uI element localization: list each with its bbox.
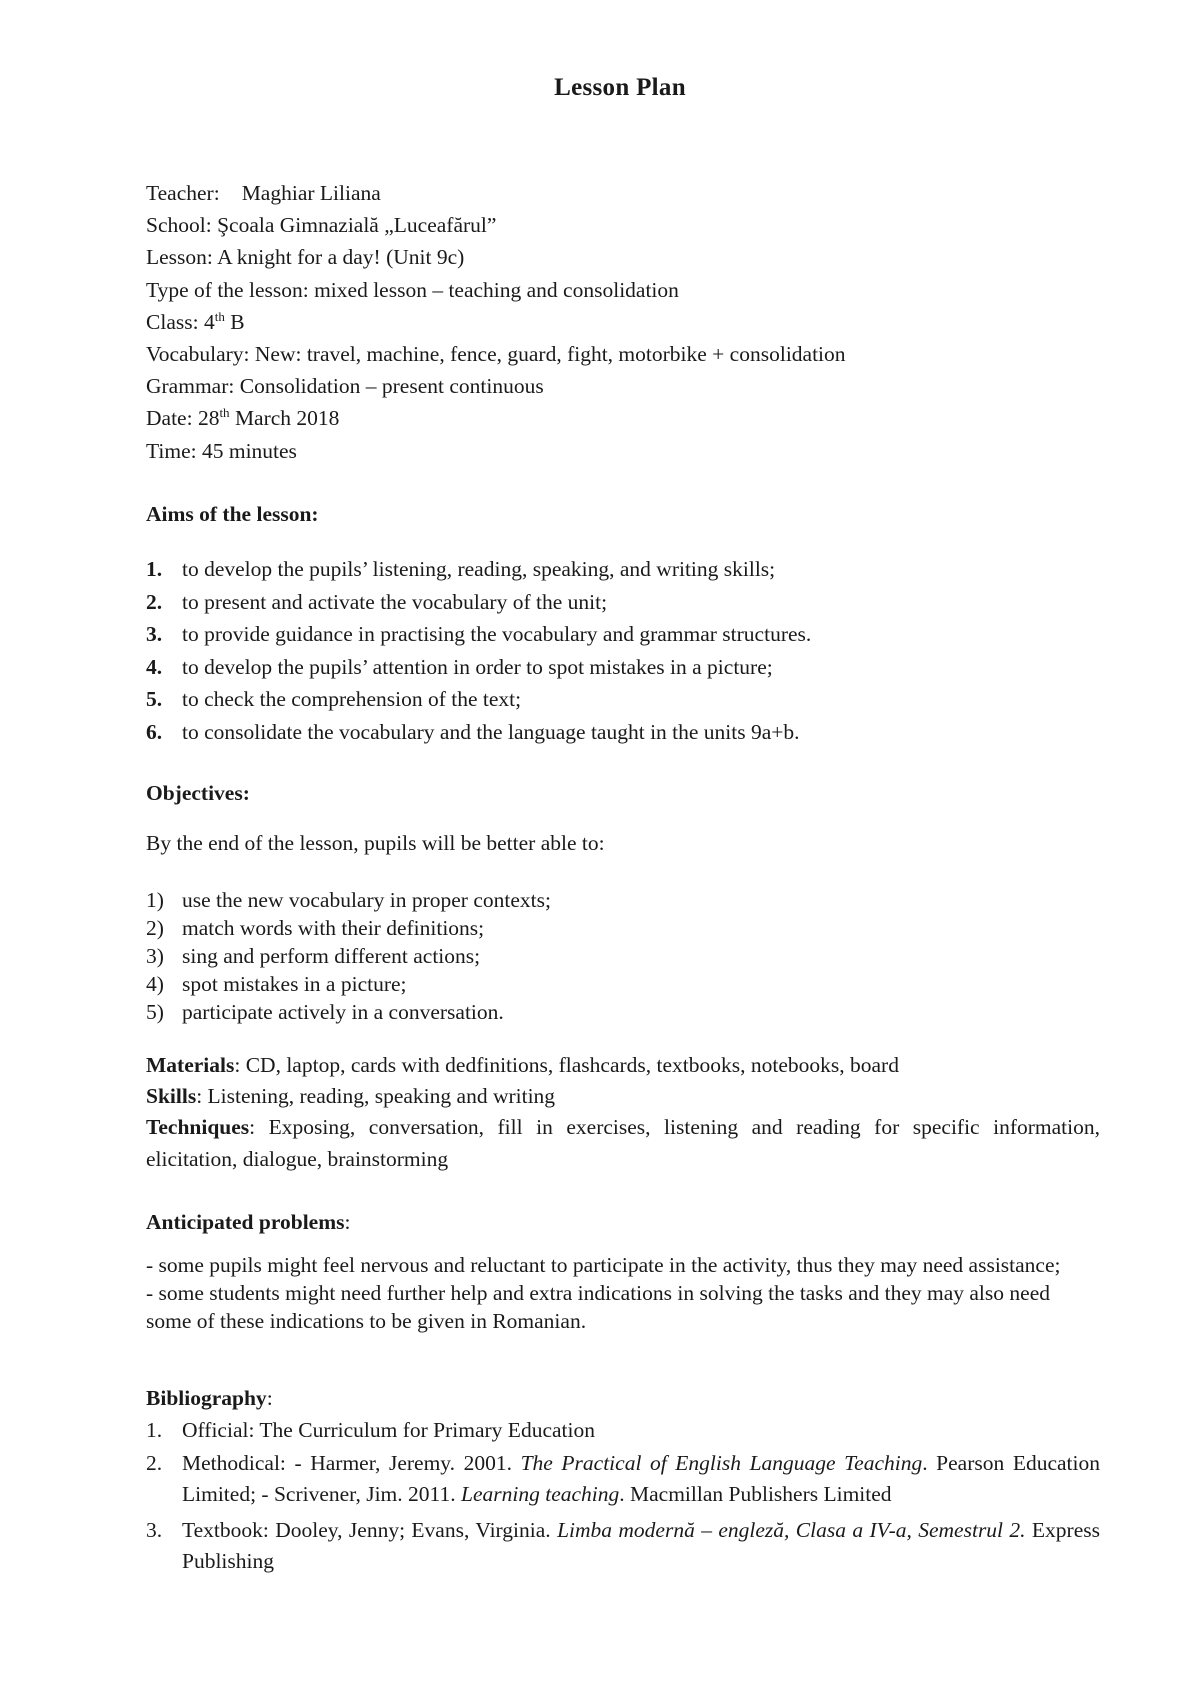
objectives-intro: By the end of the lesson, pupils will be better able to:: [146, 831, 605, 855]
list-text: use the new vocabulary in proper contexts;: [182, 888, 551, 912]
anticipated-problems-heading-text: Anticipated problems: [146, 1210, 345, 1234]
book-title: Limba modernă – engleză, Clasa a IV-a, Semestrul 2.: [557, 1518, 1026, 1542]
skills-label: Skills: [146, 1083, 197, 1108]
list-number: 6.: [146, 719, 163, 744]
lesson-type-value: mixed lesson – teaching and consolidation: [314, 277, 679, 302]
time-row: [146, 435, 846, 467]
lesson-type-row: [146, 274, 846, 306]
list-item: [146, 556, 811, 589]
lesson-label: Lesson:: [146, 245, 213, 270]
time-value: 45 minutes: [201, 438, 297, 463]
list-number: 1.: [146, 557, 163, 581]
list-number: 4.: [146, 654, 163, 679]
date-label: Date:: [146, 406, 193, 431]
objectives-list: [146, 887, 551, 1027]
list-item: [146, 686, 811, 719]
bibliography-list: [146, 1415, 1100, 1577]
list-item: [146, 999, 551, 1027]
list-text: to check the comprehension of the text;: [182, 687, 522, 712]
lesson-value: A knight for a day! (Unit 9c): [217, 245, 465, 270]
techniques-value: : Exposing, conversation, fill in exercises, listening and reading for specific information, elicitation, dialogue, brainstorming: [146, 1115, 1100, 1171]
vocabulary-value: New: travel, machine, fence, guard, fight, motorbike + consolidation: [254, 342, 846, 367]
school-value: Şcoala Gimnazială „Luceafărul”: [217, 213, 497, 238]
list-item: [146, 1515, 1100, 1577]
bib-text: Express Publishing: [182, 1518, 1100, 1573]
lesson-type-label: Type of the lesson:: [146, 277, 309, 302]
list-number: 2): [146, 916, 164, 940]
problem-item: - some pupils might feel nervous and reluctant to participate in the activity, thus they may need assistance;: [146, 1253, 1061, 1277]
bib-text: Textbook: Dooley, Jenny; Evans, Virginia.: [182, 1518, 558, 1542]
list-text: match words with their definitions;: [182, 916, 485, 940]
list-text: to develop the pupils’ attention in order to spot mistakes in a picture;: [182, 654, 773, 679]
list-text: Official: The Curriculum for Primary Education: [182, 1418, 595, 1442]
list-item: [146, 1448, 1100, 1510]
school-label: School:: [146, 213, 212, 238]
list-text: sing and perform different actions;: [182, 944, 481, 968]
list-number: 2.: [146, 589, 163, 614]
list-text: to provide guidance in practising the vocabulary and grammar structures.: [182, 622, 812, 647]
list-item: [146, 1415, 1100, 1446]
time-label: Time:: [146, 438, 197, 463]
vocabulary-label: Vocabulary:: [146, 342, 250, 367]
list-item: [146, 589, 811, 622]
heading-colon: :: [266, 1386, 273, 1410]
list-item: [146, 943, 551, 971]
list-number: 5): [146, 1000, 164, 1024]
materials-label: Materials: [146, 1053, 235, 1077]
list-number: 3.: [146, 1518, 163, 1542]
bib-text: Methodical: - Harmer, Jeremy. 2001.: [182, 1451, 521, 1475]
objectives-heading: Objectives:: [146, 781, 250, 805]
anticipated-problems-text: [146, 1251, 1100, 1335]
skills-row: [146, 1081, 1100, 1112]
school-row: [146, 209, 846, 241]
materials-section: [146, 1050, 1100, 1175]
grammar-label: Grammar:: [146, 374, 235, 399]
problem-item: - some students might need further help and extra indications in solving the tasks and they may also need some of these indications to be given in Romanian.: [146, 1281, 1050, 1333]
class-row: [146, 306, 846, 338]
list-item: [146, 971, 551, 999]
list-number: 3.: [146, 622, 163, 647]
teacher-row: [146, 177, 846, 209]
class-number: 4: [203, 309, 215, 334]
teacher-label: Teacher:: [146, 181, 220, 205]
list-item: [146, 621, 811, 654]
materials-value: : CD, laptop, cards with dedfinitions, flashcards, textbooks, notebooks, board: [234, 1053, 899, 1077]
grammar-row: [146, 370, 846, 402]
list-item: [146, 915, 551, 943]
list-text: to present and activate the vocabulary of the unit;: [182, 589, 608, 614]
date-ordinal-suffix: th: [219, 405, 230, 421]
heading-colon: :: [344, 1210, 351, 1234]
lesson-info: [146, 177, 846, 467]
bibliography-heading: [146, 1386, 273, 1411]
date-row: [146, 402, 846, 434]
bibliography-heading-text: Bibliography: [146, 1386, 267, 1410]
page-title: Lesson Plan: [554, 74, 686, 101]
list-number: 2.: [146, 1451, 163, 1475]
list-number: 3): [146, 944, 164, 968]
list-item: [146, 719, 811, 752]
vocabulary-row: [146, 338, 846, 370]
list-number: 1): [146, 888, 164, 912]
list-text: spot mistakes in a picture;: [182, 972, 407, 996]
date-month-year: March 2018: [234, 406, 340, 431]
date-day: 28: [197, 406, 220, 431]
list-number: 5.: [146, 687, 163, 712]
techniques-label: Techniques: [146, 1115, 250, 1139]
list-text: participate actively in a conversation.: [182, 1000, 504, 1024]
bib-text: . Pearson Education Limited; - Scrivener, Jim. 2011.: [182, 1451, 1100, 1506]
list-text: to develop the pupils’ listening, reading, speaking, and writing skills;: [182, 557, 776, 581]
list-number: 1.: [146, 1418, 163, 1442]
class-label: Class:: [146, 309, 199, 334]
list-text: to consolidate the vocabulary and the language taught in the units 9a+b.: [182, 719, 800, 744]
bib-text: . Macmillan Publishers Limited: [619, 1482, 892, 1506]
techniques-row: [146, 1111, 1100, 1175]
anticipated-problems-heading: [146, 1210, 350, 1235]
grammar-value: Consolidation – present continuous: [239, 374, 544, 399]
teacher-value: Maghiar Liliana: [241, 181, 381, 205]
class-ordinal-suffix: th: [214, 308, 225, 324]
aims-heading: Aims of the lesson:: [146, 502, 319, 526]
materials-row: [146, 1050, 1100, 1081]
book-title: The Practical of English Language Teaching: [520, 1451, 923, 1475]
list-item: [146, 654, 811, 687]
list-item: [146, 887, 551, 915]
class-letter: B: [230, 309, 245, 334]
lesson-row: [146, 241, 846, 273]
list-number: 4): [146, 972, 164, 996]
book-title: Learning teaching: [461, 1482, 620, 1506]
skills-value: : Listening, reading, speaking and writing: [196, 1083, 556, 1108]
aims-list: [146, 556, 811, 752]
